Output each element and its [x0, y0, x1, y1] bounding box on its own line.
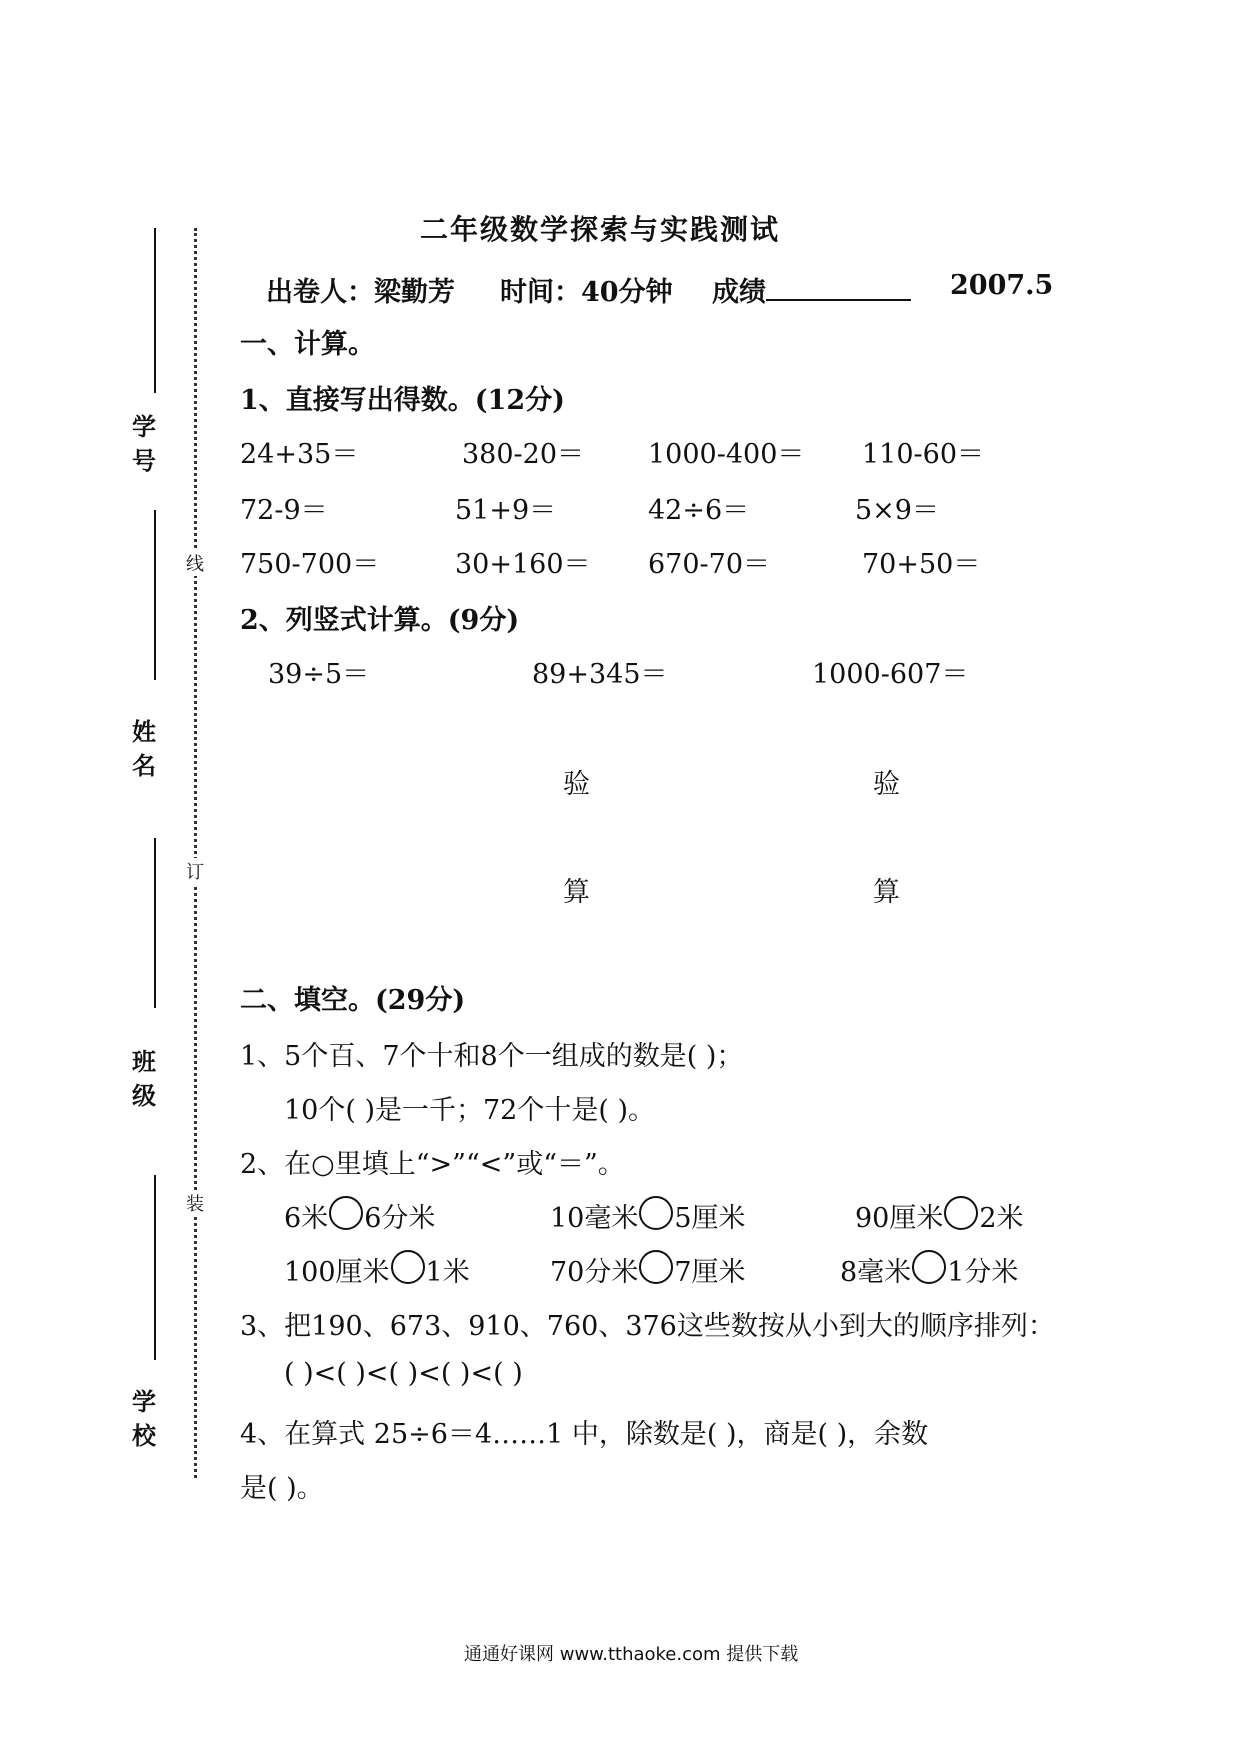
- compare-item-2: 10毫米 5厘米: [550, 1196, 746, 1235]
- check-label-2: 验: [873, 769, 900, 800]
- side-line-1: [154, 228, 156, 393]
- calc-r3-c2: 30+160＝: [455, 549, 591, 580]
- fill-q1-line2: 10个( )是一千；72个十是( )。: [284, 1095, 656, 1126]
- calc-r3-c3: 670-70＝: [648, 549, 771, 580]
- side-label-school: 学校: [132, 1387, 156, 1450]
- calc-label-2: 算: [873, 877, 900, 908]
- section1-heading: 一、计算。: [240, 329, 375, 360]
- side-label-class: 班级: [132, 1047, 156, 1110]
- side-line-3: [154, 838, 156, 1008]
- meta-author: 出卷人：梁勤芳: [266, 277, 455, 308]
- fill-q4-line1: 4、在算式 25÷6＝4……1 中，除数是( )，商是( )，余数: [240, 1419, 929, 1450]
- calc-label-1: 算: [563, 877, 590, 908]
- fill-q4-line2: 是( )。: [240, 1473, 324, 1504]
- calc-r3-c4: 70+50＝: [862, 549, 981, 580]
- vertical-calc-3: 1000-607＝: [812, 659, 969, 690]
- compare-circle[interactable]: [639, 1196, 673, 1230]
- compare-circle[interactable]: [639, 1250, 673, 1284]
- section2-heading: 二、填空。(29分): [240, 985, 466, 1016]
- meta-time: 时间：40分钟: [500, 277, 673, 308]
- fill-q1-line1: 1、5个百、7个十和8个一组成的数是( )；: [240, 1041, 744, 1072]
- vertical-calc-1: 39÷5＝: [268, 659, 370, 690]
- side-label-student-id: 学号: [132, 412, 156, 475]
- side-line-4: [154, 1175, 156, 1360]
- calc-r2-c2: 51+9＝: [455, 495, 557, 526]
- side-label-name: 姓名: [132, 717, 156, 780]
- side-line-2: [154, 510, 156, 680]
- fill-q3-blanks: ( )<( )<( )<( )<( ): [284, 1358, 523, 1389]
- compare-item-5: 70分米 7厘米: [550, 1250, 746, 1289]
- compare-item-1: 6米 6分米: [284, 1196, 435, 1235]
- compare-item-4: 100厘米 1米: [284, 1250, 470, 1289]
- compare-circle[interactable]: [912, 1250, 946, 1284]
- meta-score-label: 成绩: [712, 277, 766, 308]
- calc-r2-c1: 72-9＝: [240, 495, 328, 526]
- calc-r1-c4: 110-60＝: [862, 439, 985, 470]
- calc-r2-c4: 5×9＝: [855, 495, 939, 526]
- binding-dotted-line: [194, 228, 197, 1478]
- compare-item-6: 8毫米 1分米: [840, 1250, 1018, 1289]
- compare-item-3: 90厘米 2米: [855, 1196, 1024, 1235]
- footer-credit: 通通好课网 www.tthaoke.com 提供下载: [464, 1644, 799, 1665]
- vertical-calc-2: 89+345＝: [532, 659, 668, 690]
- fill-q3-heading: 3、把190、673、910、760、376这些数按从小到大的顺序排列：: [240, 1311, 1055, 1342]
- compare-circle[interactable]: [329, 1196, 363, 1230]
- calc-r1-c2: 380-20＝: [462, 439, 585, 470]
- meta-date: 2007.5: [950, 270, 1054, 301]
- section1-q1-heading: 1、直接写出得数。(12分): [240, 385, 565, 416]
- binding-mark-line: 线: [184, 550, 206, 576]
- fill-q2-heading: 2、在○里填上“>”“<”或“＝”。: [240, 1149, 625, 1180]
- calc-r1-c3: 1000-400＝: [648, 439, 805, 470]
- check-label-1: 验: [563, 769, 590, 800]
- binding-mark-bind: 装: [184, 1190, 206, 1216]
- calc-r2-c3: 42÷6＝: [648, 495, 750, 526]
- section1-q2-heading: 2、列竖式计算。(9分): [240, 605, 520, 636]
- compare-circle[interactable]: [391, 1250, 425, 1284]
- page-title: 二年级数学探索与实践测试: [420, 213, 781, 246]
- meta-score: [712, 270, 911, 309]
- compare-circle[interactable]: [944, 1196, 978, 1230]
- calc-r3-c1: 750-700＝: [240, 549, 380, 580]
- binding-mark-staple: 订: [184, 858, 206, 884]
- score-blank[interactable]: [766, 277, 911, 301]
- calc-r1-c1: 24+35＝: [240, 439, 359, 470]
